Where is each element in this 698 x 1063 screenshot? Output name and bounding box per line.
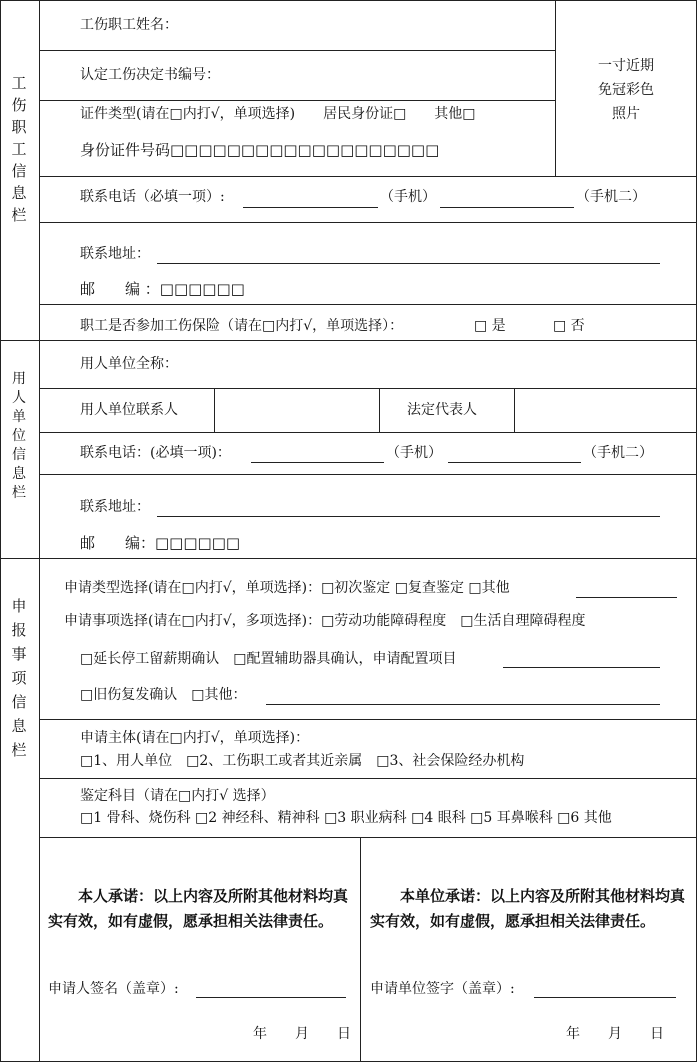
insured-question: 职工是否参加工伤保险（请在□内打√，单项选择）： xyxy=(80,318,404,334)
section-label-application: 申报事项信息栏 xyxy=(11,597,27,759)
worker-mobile2-label: （手机二） xyxy=(576,189,646,205)
worker-mobile1-label: （手机） xyxy=(380,189,436,205)
employer-postcode-line[interactable]: 邮 编：□□□□□□ xyxy=(80,534,241,552)
insured-yes-option[interactable]: □ 是 xyxy=(474,318,506,334)
employer-address-field[interactable] xyxy=(157,516,660,517)
employer-mobile1-label: （手机） xyxy=(386,445,442,461)
unit-sign-field[interactable] xyxy=(534,997,676,998)
personal-pledge: 本人承诺：以上内容及所附其他材料均真实有效，如有虚假，愿承担相关法律责任。 xyxy=(48,887,349,930)
id-number-line[interactable]: 身份证件号码□□□□□□□□□□□□□□□□□□□ xyxy=(80,141,440,159)
worker-address-field[interactable] xyxy=(157,263,660,264)
worker-address-label: 联系地址： xyxy=(80,246,150,262)
worker-mobile2-field[interactable] xyxy=(440,207,574,208)
unit-date[interactable]: 年 月 日 xyxy=(566,1026,664,1042)
unit-pledge: 本单位承诺：以上内容及所附其他材料均真实有效，如有虚假，愿承担相关法律责任。 xyxy=(370,887,686,930)
employer-phone-label: 联系电话：(必填一项)： xyxy=(80,445,231,461)
dept-options[interactable]: □1 骨科、烧伤科 □2 神经科、精神科 □3 职业病科 □4 眼科 □5 耳鼻喉科 □6 其他 xyxy=(80,810,612,826)
application-items-line[interactable]: 申请事项选择(请在□内打√，多项选择)：□劳动功能障碍程度 □生活自理障碍程度 xyxy=(64,613,586,629)
subject-title: 申请主体(请在□内打√，单项选择)： xyxy=(80,730,310,746)
dept-title: 鉴定科目（请在□内打√ 选择） xyxy=(80,788,275,804)
personal-sign-label: 申请人签名（盖章）: xyxy=(48,981,179,997)
unit-sign-label: 申请单位签字（盖章）: xyxy=(370,981,515,997)
employer-mobile2-label: （手机二） xyxy=(583,445,653,461)
id-type-line[interactable]: 证件类型(请在□内打√，单项选择) 居民身份证□ 其他□ xyxy=(80,106,476,122)
application-type-line[interactable]: 申请类型选择(请在□内打√，单项选择)：□初次鉴定 □复查鉴定 □其他 xyxy=(64,580,510,596)
subject-options[interactable]: □1、用人单位 □2、工伤职工或者其近亲属 □3、社会保险经办机构 xyxy=(80,753,525,769)
photo-text: 一寸近期 免冠彩色 照片 xyxy=(598,58,654,122)
personal-sign-field[interactable] xyxy=(196,997,346,998)
device-item-field[interactable] xyxy=(503,667,660,668)
worker-mobile1-field[interactable] xyxy=(243,207,378,208)
personal-date[interactable]: 年 月 日 xyxy=(253,1026,351,1042)
recurrence-line[interactable]: □旧伤复发确认 □其他： xyxy=(80,687,247,703)
extension-line[interactable]: □延长停工留薪期确认 □配置辅助器具确认，申请配置项目 xyxy=(80,651,457,667)
worker-name-label: 工伤职工姓名： xyxy=(80,17,178,33)
employer-mobile2-field[interactable] xyxy=(448,462,581,463)
employer-fullname-label: 用人单位全称： xyxy=(80,356,178,372)
section-label-employer: 用人单位信息栏 xyxy=(12,371,26,501)
section-label-worker: 工伤职工信息栏 xyxy=(11,74,27,224)
decision-number-label: 认定工伤决定书编号： xyxy=(80,67,220,83)
legal-rep-label: 法定代表人 xyxy=(407,402,477,418)
insured-no-option[interactable]: □ 否 xyxy=(553,318,585,334)
employer-contact-label: 用人单位联系人 xyxy=(80,402,178,418)
employer-address-label: 联系地址： xyxy=(80,499,150,515)
worker-postcode-line[interactable]: 邮 编 ：□□□□□□ xyxy=(80,280,245,298)
employer-mobile1-field[interactable] xyxy=(251,462,384,463)
worker-phone-label: 联系电话（必填一项）: xyxy=(80,189,225,205)
photo-placeholder xyxy=(560,54,692,126)
other-item-field[interactable] xyxy=(266,704,660,705)
application-type-other-field[interactable] xyxy=(576,597,677,598)
